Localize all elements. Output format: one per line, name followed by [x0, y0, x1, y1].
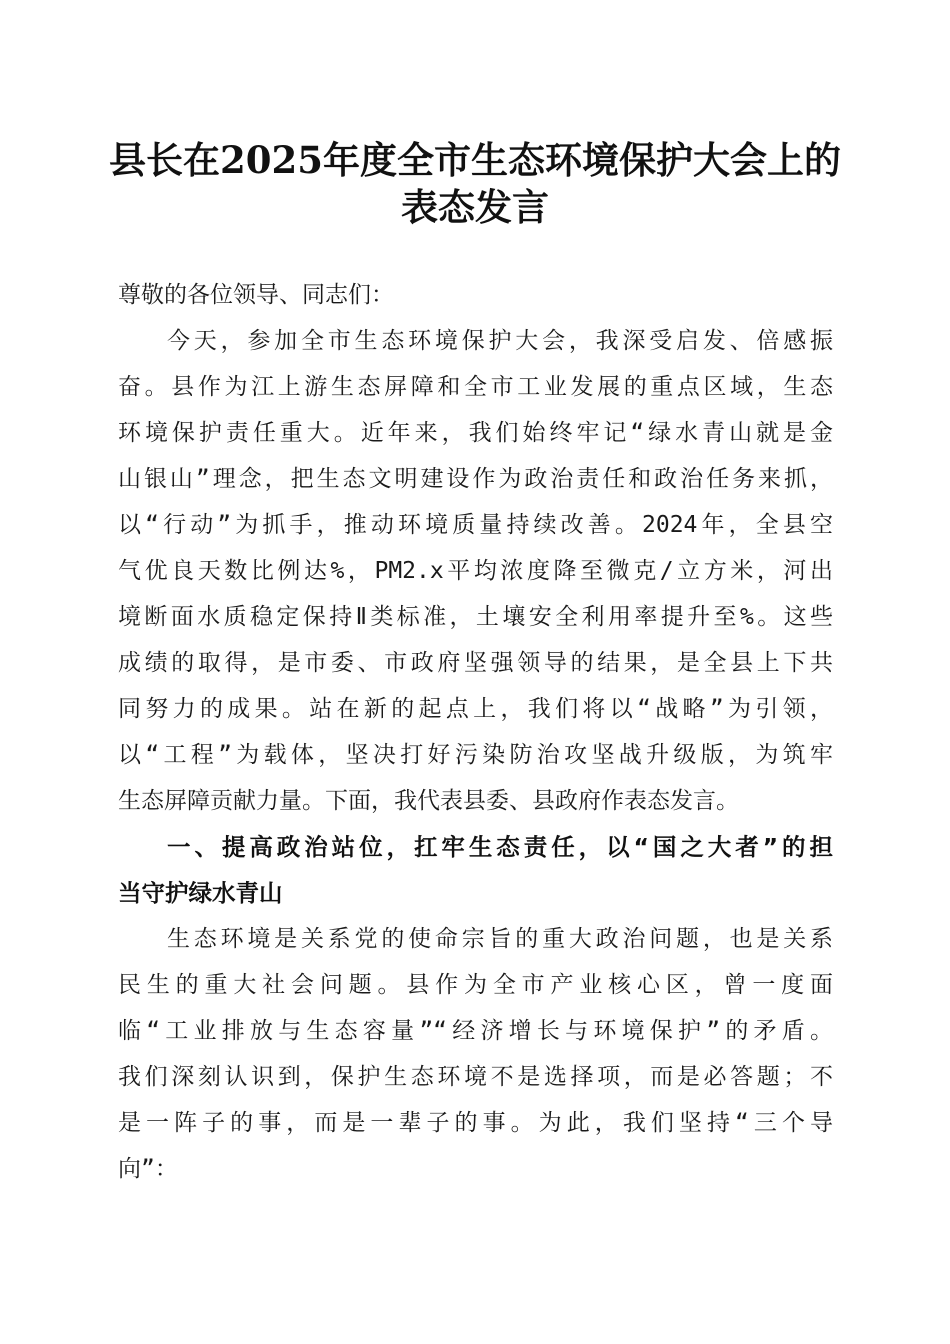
paragraph-1-line: 成绩的取得，是市委、市政府坚强领导的结果，是全县上下共: [118, 650, 833, 676]
paragraph-1-line: 同努力的成果。站在新的起点上，我们将以“战略”为引领，: [118, 696, 833, 722]
section-heading-1-line: 一、提高政治站位，扛牢生态责任，以“国之大者”的担: [167, 833, 833, 861]
paragraph-1-line: 境断面水质稳定保持Ⅱ类标准，土壤安全利用率提升至%。这些: [118, 604, 833, 630]
section-heading-1-line: 当守护绿水青山: [118, 879, 283, 907]
paragraph-2-line: 向”：: [118, 1156, 178, 1182]
paragraph-2-line: 我们深刻认识到，保护生态环境不是选择项，而是必答题；不: [118, 1064, 833, 1090]
paragraph-2-line: 临“工业排放与生态容量”“经济增长与环境保护”的矛盾。: [118, 1018, 833, 1044]
paragraph-1-line: 以“工程”为载体，坚决打好污染防治攻坚战升级版，为筑牢: [118, 742, 833, 768]
paragraph-1-line: 环境保护责任重大。近年来，我们始终牢记“绿水青山就是金: [118, 420, 833, 446]
paragraph-1-line: 山银山”理念，把生态文明建设作为政治责任和政治任务来抓，: [118, 466, 833, 492]
paragraph-2-line: 民生的重大社会问题。县作为全市产业核心区，曾一度面: [118, 972, 833, 998]
paragraph-1-line: 以“行动”为抓手，推动环境质量持续改善。2024年，全县空: [118, 512, 833, 538]
paragraph-2-line: 生态环境是关系党的使命宗旨的重大政治问题，也是关系: [167, 926, 833, 952]
document-title-line-1: 县长在2025年度全市生态环境保护大会上的: [109, 138, 841, 182]
document-title-line-2: 表态发言: [401, 185, 549, 229]
paragraph-1-line: 今天，参加全市生态环境保护大会，我深受启发、倍感振: [167, 328, 833, 354]
paragraph-1-line: 气优良天数比例达%，PM2.x平均浓度降至微克/立方米，河出: [118, 558, 833, 584]
salutation: 尊敬的各位领导、同志们：: [118, 282, 394, 308]
paragraph-1-line: 生态屏障贡献力量。下面，我代表县委、县政府作表态发言。: [118, 788, 739, 814]
paragraph-2-line: 是一阵子的事，而是一辈子的事。为此，我们坚持“三个导: [118, 1110, 833, 1136]
paragraph-1-line: 奋。县作为江上游生态屏障和全市工业发展的重点区域，生态: [118, 374, 833, 400]
